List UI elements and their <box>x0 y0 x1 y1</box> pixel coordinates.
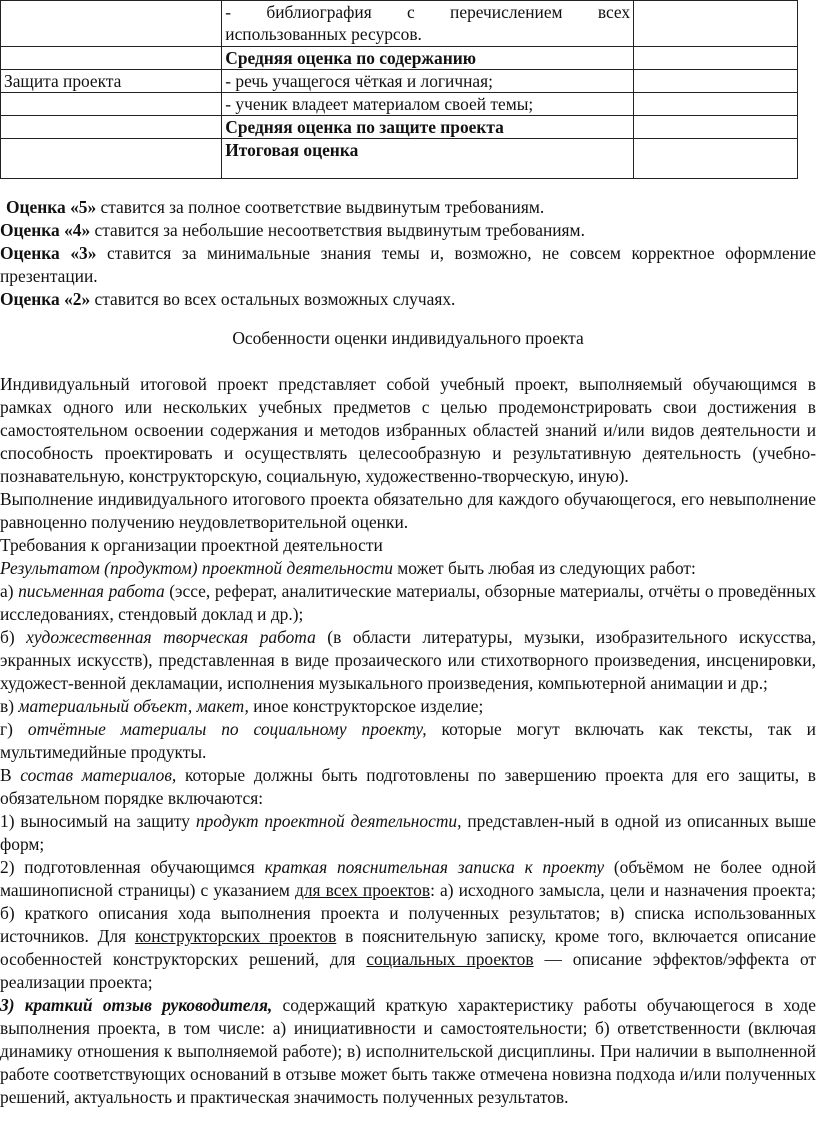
list-item <box>0 994 816 1109</box>
italic-term: продукт проектной деятельности, <box>195 811 462 831</box>
criterion-cell <box>1 1 222 47</box>
text-span: содержащий краткую характеристику работы обучающегося в ходе выполнения проекта, в том числе: а) инициативности и самостоятельности; б) ответственности (включая динамику отношения к выполняемой работе); в) исполнительской дисциплины. При наличии в выполненной работе соответствующих оснований в отзыве может быть также отмечена новизна подхода и/или полученных решений, актуальность и практическая значимость полученных результатов. <box>0 995 816 1107</box>
text-span: В <box>0 765 21 785</box>
italic-term: Результатом (продуктом) проектной деятельности <box>0 558 393 578</box>
list-marker: г) <box>0 719 28 739</box>
list-item <box>0 718 816 764</box>
italic-term: состав материалов, <box>20 765 177 785</box>
table-row <box>1 47 798 70</box>
paragraph: Выполнение индивидуального итогового проекта обязательно для каждого обучающегося, его невыполнение равноценно получению неудовлетворительной оценки. <box>0 489 816 532</box>
final-grade-cell: Итоговая оценка <box>222 139 634 179</box>
text-span: в пояснительную записку, кроме того, включается описание особенностей конструкторских решений, для <box>0 926 816 969</box>
grade-label: Оценка «2» <box>0 289 91 309</box>
text-span: — описание эффектов/эффекта от реализации проекта; <box>0 949 816 992</box>
paragraph: Индивидуальный итоговой проект представляет собой учебный проект, выполняемый обучающимся в рамках одного или нескольких учебных предметов с целью продемонстрировать свои достижения в самостоятельном освоении содержания и методов избранных областей знаний и/или видов деятельности и способность проектировать и осуществлять целесообразную и результативную деятельность (учебно-познавательную, конструкторскую, социальную, художественно-творческую, иную). <box>0 374 816 486</box>
list-marker: б) <box>0 627 27 647</box>
grade-text: ставится во всех остальных возможных случаях. <box>90 289 456 309</box>
text-span: 2) подготовленная обучающимся <box>0 857 265 877</box>
table-row <box>1 139 798 179</box>
grade-text: ставится за небольшие несоответствия выдвинутым требованиям. <box>90 220 585 240</box>
text-span: представлен-ный в одной из описанных выше форм; <box>0 811 816 854</box>
list-item <box>0 810 816 856</box>
grade-criteria <box>0 196 816 311</box>
score-cell <box>634 1 798 47</box>
table-row <box>1 70 798 93</box>
criterion-cell: Защита проекта <box>1 70 222 93</box>
grade-text: ставится за полное соответствие выдвинутым требованиям. <box>96 197 545 217</box>
grade-2-line <box>0 288 816 311</box>
criterion-cell <box>1 116 222 139</box>
document-body <box>0 373 816 1109</box>
italic-term: материальный объект, макет, <box>18 696 249 716</box>
text-span: (эссе, реферат, аналитические материалы, обзорные материалы, отчёты о проведённых исследованиях, стендовый доклад и др.); <box>0 581 816 624</box>
underlined-term: конструкторских проектов <box>134 926 337 946</box>
text-span: : а) исходного замысла, цели и назначения проекта; б) краткого описания хода выполнения проекта и полученных результатов; в) списка использованных источников. Для <box>0 880 816 946</box>
indicator-cell: - библиография с перечислением всех использованных ресурсов. <box>222 1 634 47</box>
section-heading: Особенности оценки индивидуального проекта <box>232 328 584 348</box>
text-span: которые должны быть подготовлены по завершению проекта для его защиты, в обязательном порядке включаются: <box>0 765 816 808</box>
list-item <box>0 626 816 695</box>
paragraph <box>0 764 816 810</box>
criterion-cell <box>1 47 222 70</box>
score-cell <box>634 70 798 93</box>
paragraph <box>0 557 816 580</box>
italic-term: письменная работа <box>18 581 165 601</box>
grade-label: Оценка «5» <box>6 197 97 217</box>
indicator-cell: - ученик владеет материалом своей темы; <box>222 93 634 116</box>
text-span: которые могут включать как тексты, так и мультимедийные продукты. <box>0 719 816 762</box>
list-item <box>0 580 816 626</box>
underlined-term: социальных проектов <box>366 949 534 969</box>
italic-term: отчётные материалы по социальному проекту, <box>27 719 427 739</box>
italic-term: краткая пояснительная записка к проекту <box>264 857 605 877</box>
underlined-term: для всех проектов <box>294 880 431 900</box>
grade-label: Оценка «3» <box>0 243 97 263</box>
subheading: Требования к организации проектной деятельности <box>0 535 383 555</box>
grade-4-line <box>0 219 816 242</box>
average-defense-cell: Средняя оценка по защите проекта <box>222 116 634 139</box>
score-cell <box>634 139 798 179</box>
grade-label: Оценка «4» <box>0 220 91 240</box>
text-span: (объёмом не более одной машинописной страницы) с указанием <box>0 857 816 900</box>
grade-text: ставится за минимальные знания темы и, возможно, не совсем корректное оформление презентации. <box>0 243 816 286</box>
average-content-cell: Средняя оценка по содержанию <box>222 47 634 70</box>
list-marker: в) <box>0 696 19 716</box>
indicator-cell: - речь учащегося чёткая и логичная; <box>222 70 634 93</box>
score-cell <box>634 47 798 70</box>
table-row <box>1 116 798 139</box>
evaluation-table <box>0 0 798 179</box>
table-row <box>1 1 798 47</box>
criterion-cell <box>1 93 222 116</box>
grade-5-line <box>0 196 816 219</box>
text-span: иное конструкторское изделие; <box>248 696 484 716</box>
list-item <box>0 695 816 718</box>
criterion-cell <box>1 139 222 179</box>
grade-3-line <box>0 242 816 288</box>
text-span: может быть любая из следующих работ: <box>392 558 696 578</box>
score-cell <box>634 116 798 139</box>
italic-term: художественная творческая работа <box>26 627 316 647</box>
list-item <box>0 856 816 994</box>
score-cell <box>634 93 798 116</box>
table-row <box>1 93 798 116</box>
text-span: 1) выносимый на защиту <box>0 811 196 831</box>
list-marker: а) <box>0 581 19 601</box>
text-span: (в области литературы, музыки, изобразительного искусства, экранных искусств), представленная в виде прозаического или стихотворного произведения, инсценировки, художест-венной декламации, исполнения музыкального произведения, компьютерной анимации и др.; <box>0 627 816 693</box>
bold-italic-term: 3) краткий отзыв руководителя, <box>0 995 273 1015</box>
